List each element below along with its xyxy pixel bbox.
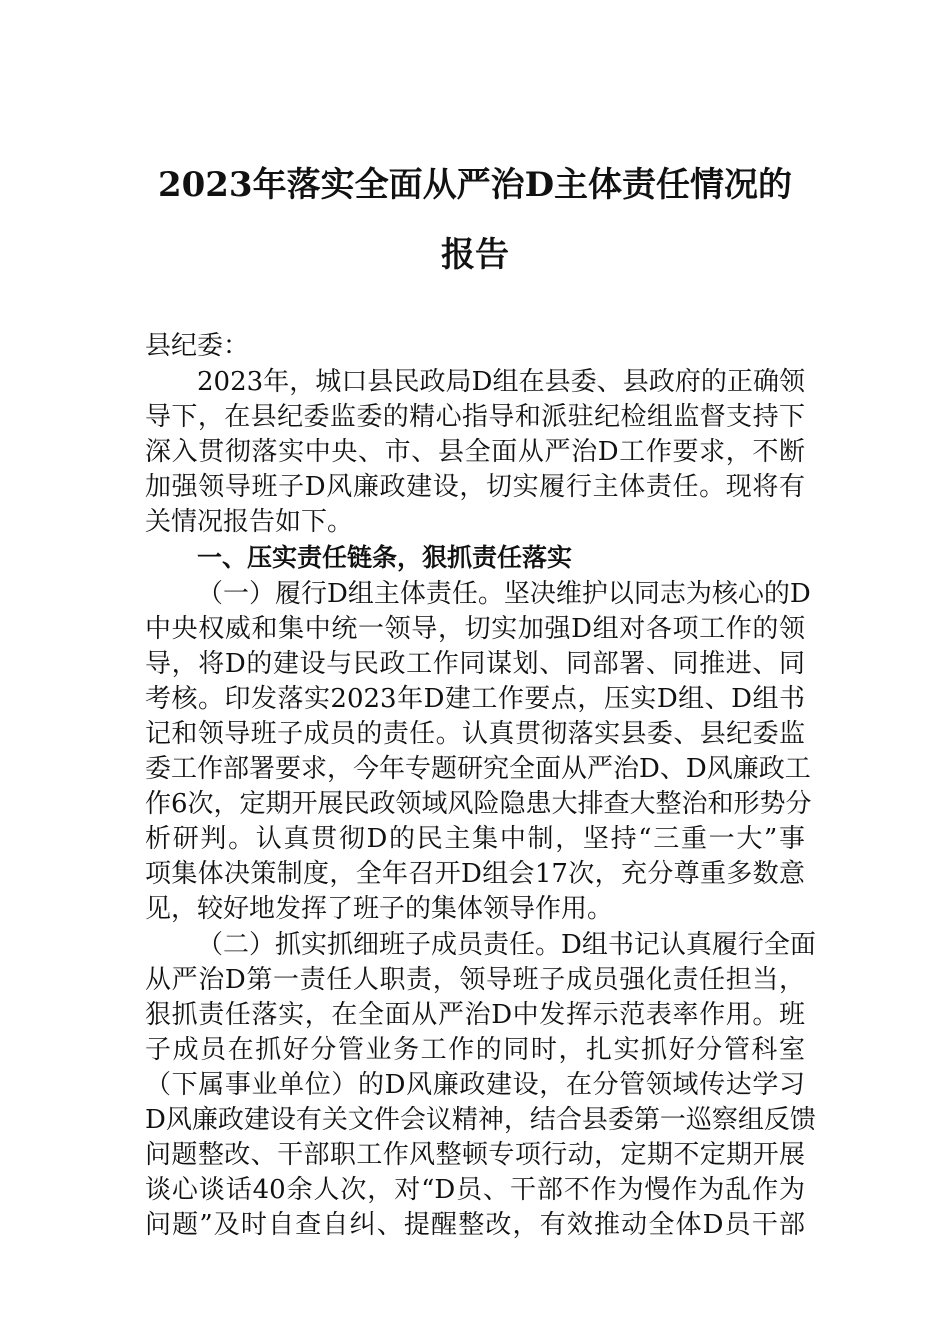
paragraph-line: 导下，在县纪委监委的精心指导和派驻纪检组监督支持下 (145, 402, 805, 432)
paragraph-line: 深入贯彻落实中央、市、县全面从严治D工作要求，不断 (145, 437, 805, 467)
paragraph-line: 问题整改、干部职工作风整顿专项行动，定期不定期开展 (145, 1140, 805, 1170)
paragraph-line: 作6次，定期开展民政领域风险隐患大排查大整治和形势分 (145, 789, 812, 819)
paragraph-line: 子成员在抓好分管业务工作的同时，扎实抓好分管科室 (145, 1035, 805, 1065)
document-title-line-2: 报告 (441, 235, 509, 275)
paragraph-line: D风廉政建设有关文件会议精神，结合县委第一巡察组反馈 (145, 1105, 816, 1135)
section-heading: 一、压实责任链条，狠抓责任落实 (197, 543, 573, 572)
paragraph-line: 关情况报告如下。 (145, 507, 354, 537)
paragraph-line: 项集体决策制度，全年召开D组会17次，充分尊重多数意 (145, 859, 805, 889)
paragraph-line: 加强领导班子D风廉政建设，切实履行主体责任。现将有 (145, 472, 805, 502)
paragraph-line: 委工作部署要求，今年专题研究全面从严治D、D风廉政工 (145, 754, 811, 784)
paragraph-line: （下属事业单位）的D风廉政建设，在分管领域传达学习 (145, 1070, 805, 1100)
paragraph-line: 导，将D的建设与民政工作同谋划、同部署、同推进、同 (145, 649, 805, 679)
paragraph-line: 狠抓责任落实，在全面从严治D中发挥示范表率作用。班 (145, 1000, 805, 1030)
paragraph-line: 问题”及时自查自纠、提醒整改，有效推动全体D员干部 (145, 1210, 805, 1240)
paragraph-line: 见，较好地发挥了班子的集体领导作用。 (145, 894, 614, 924)
paragraph-line: 中央权威和集中统一领导，切实加强D组对各项工作的领 (145, 614, 805, 644)
paragraph-line: 考核。印发落实2023年D建工作要点，压实D组、D组书 (145, 684, 805, 714)
paragraph-line: 2023年，城口县民政局D组在县委、县政府的正确领 (197, 367, 805, 397)
paragraph-line: （二）抓实抓细班子成员责任。D组书记认真履行全面 (197, 930, 816, 960)
paragraph-line: （一）履行D组主体责任。坚决维护以同志为核心的D (197, 579, 811, 609)
paragraph-line: 谈心谈话40余人次，对“D员、干部不作为慢作为乱作为 (145, 1175, 805, 1205)
salutation: 县纪委： (145, 331, 250, 361)
paragraph-line: 析研判。认真贯彻D的民主集中制，坚持“三重一大”事 (145, 824, 805, 854)
paragraph-line: 从严治D第一责任人职责，领导班子成员强化责任担当， (145, 965, 805, 995)
paragraph-line: 记和领导班子成员的责任。认真贯彻落实县委、县纪委监 (145, 719, 805, 749)
document-title-line-1: 2023年落实全面从严治D主体责任情况的 (157, 165, 793, 205)
